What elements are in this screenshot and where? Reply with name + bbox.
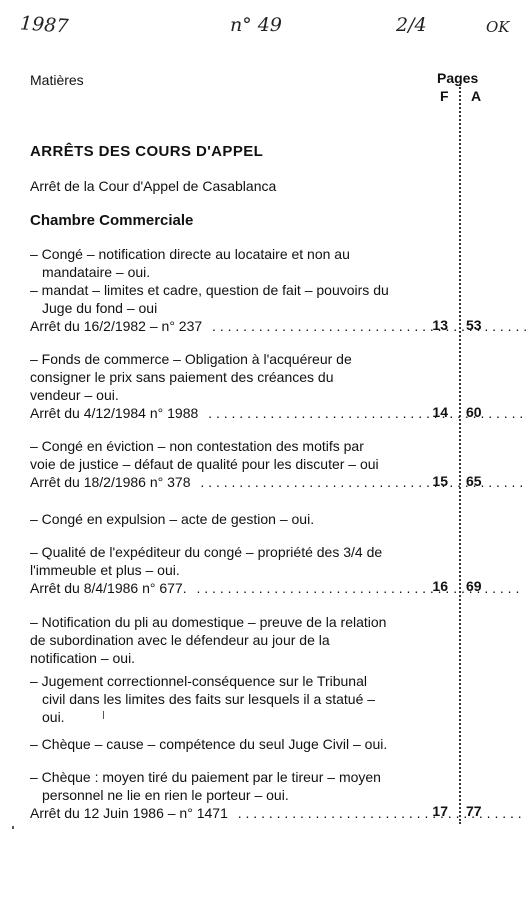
entry-line: notification – oui. [30,650,136,666]
entry-2 [30,350,425,422]
entry-line: de subordination avec le défendeur au jour de la [30,632,330,648]
section-title: ARRÊTS DES COURS D'APPEL [30,143,264,160]
entry-line: personnel ne lie en rien le porteur – oui. [42,787,289,803]
page-a: 77 [466,803,482,819]
entry-line: – Chèque – cause – compétence du seul Juge Civil – oui. [30,736,388,752]
entry-line: l'immeuble et plus – oui. [30,562,180,578]
entry-line: – mandat – limites et cadre, question de fait – pouvoirs du [30,282,389,298]
entry-arret [30,579,425,597]
handwritten-number: n° 49 [230,14,282,36]
entry-4 [30,510,425,528]
page-f: 13 [432,317,448,333]
handwritten-ok: OK [486,18,510,36]
column-a-label: A [471,88,482,104]
entry-line: – Congé en expulsion – acte de gestion – oui. [30,511,315,527]
entry-line: – Chèque : moyen tiré du paiement par le tireur – moyen [30,769,381,785]
page-f: 14 [432,404,448,420]
entry-line: – Congé en éviction – non contestation des motifs par [30,438,364,454]
page-f: 16 [432,578,448,594]
column-f-label: F [440,88,449,104]
entry-line: voie de justice – défaut de qualité pour les discuter – oui [30,456,379,472]
entry-line: oui. [42,709,65,725]
entry-9 [30,768,425,822]
entry-line: – Fonds de commerce – Obligation à l'acquéreur de [30,351,352,367]
page-f: 15 [432,473,448,489]
entry-5 [30,543,425,597]
entry-arret [30,317,425,335]
column-divider [459,84,461,824]
entry-arret [30,804,425,822]
entry-7 [30,672,425,726]
arret-text: Arrêt du 16/2/1982 – n° 237 [30,318,203,334]
page-a: 69 [466,578,482,594]
entry-line: – Congé – notification directe au locataire et non au [30,246,350,262]
matieres-label: Matières [30,72,84,88]
entry-3 [30,437,425,491]
entry-line: – Notification du pli au domestique – preuve de la relation [30,614,387,630]
entry-arret [30,473,425,491]
entry-1 [30,245,425,335]
court-heading: Arrêt de la Cour d'Appel de Casablanca [30,178,277,194]
entry-line: vendeur – oui. [30,387,119,403]
arret-text: Arrêt du 18/2/1986 n° 378 [30,474,191,490]
scan-mark [103,711,104,719]
entry-6 [30,613,425,667]
page-f: 17 [432,803,448,819]
arret-text: Arrêt du 8/4/1986 n° 677. [30,580,187,596]
entry-8 [30,735,425,753]
entry-line: – Qualité de l'expéditeur du congé – propriété des 3/4 de [30,544,383,560]
entry-arret [30,404,425,422]
dot-leader [234,805,526,821]
entry-line: civil dans les limites des faits sur lesquels il a statué – [42,691,376,707]
chamber-heading: Chambre Commerciale [30,212,194,229]
handwritten-year: 1987 [19,12,70,38]
entry-line: mandataire – oui. [42,264,151,280]
page-a: 53 [466,317,482,333]
handwritten-page: 2/4 [396,14,427,36]
entry-line: – Jugement correctionnel-conséquence sur le Tribunal [30,673,367,689]
scan-mark [12,826,14,829]
arret-text: Arrêt du 4/12/1984 n° 1988 [30,405,199,421]
entry-line: consigner le prix sans paiement des créances du [30,369,334,385]
page-a: 60 [466,404,482,420]
page-a: 65 [466,473,482,489]
entry-line: Juge du fond – oui [42,300,158,316]
pages-label: Pages [437,70,479,86]
arret-text: Arrêt du 12 Juin 1986 – n° 1471 [30,805,228,821]
